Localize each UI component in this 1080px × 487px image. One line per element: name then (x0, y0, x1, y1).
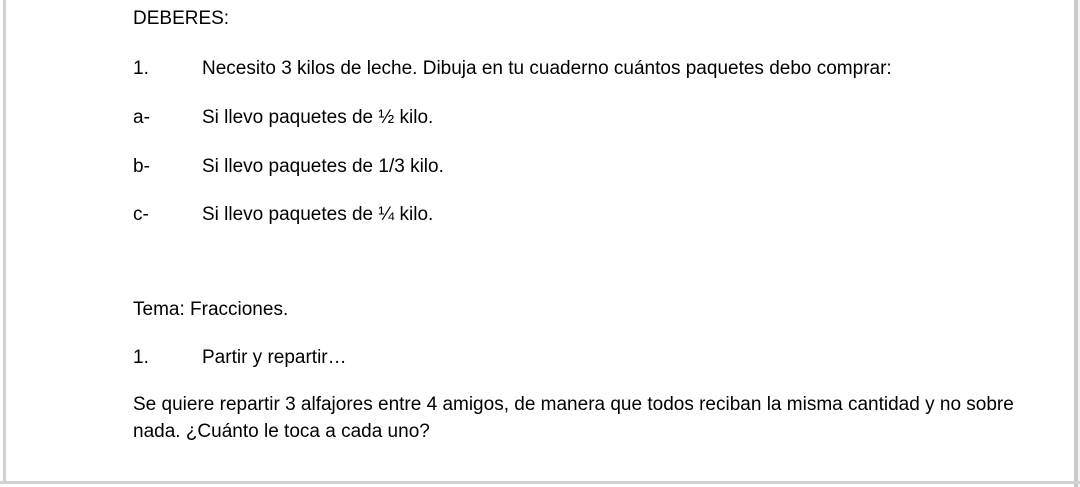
document-heading: DEBERES: (133, 8, 230, 29)
option-a-row (133, 104, 433, 131)
exercise-2-marker: 1. (133, 347, 149, 368)
option-c-row (133, 201, 433, 228)
exercise-2-text: Partir y repartir… (202, 347, 347, 368)
option-b-row (133, 153, 444, 180)
option-a-marker: a- (133, 107, 150, 128)
exercise-1-row (133, 55, 892, 82)
topic-line: Tema: Fracciones. (133, 299, 289, 320)
option-a-text: Si llevo paquetes de ½ kilo. (202, 107, 434, 128)
option-c-marker: c- (133, 204, 149, 225)
option-b-marker: b- (133, 156, 150, 177)
page-bottom-border (0, 481, 1080, 484)
problem-paragraph: Se quiere repartir 3 alfajores entre 4 amigos, de manera que todos reciban la misma cantidad y no sobre nada. ¿Cuánto le toca a cada uno? (133, 394, 1014, 442)
exercise-1-marker: 1. (133, 58, 149, 79)
exercise-2-row (133, 344, 347, 371)
option-c-text: Si llevo paquetes de ¼ kilo. (202, 204, 434, 225)
page-left-border (3, 0, 6, 481)
exercise-1-text: Necesito 3 kilos de leche. Dibuja en tu cuaderno cuántos paquetes debo comprar: (202, 58, 892, 79)
option-b-text: Si llevo paquetes de 1/3 kilo. (202, 156, 444, 177)
